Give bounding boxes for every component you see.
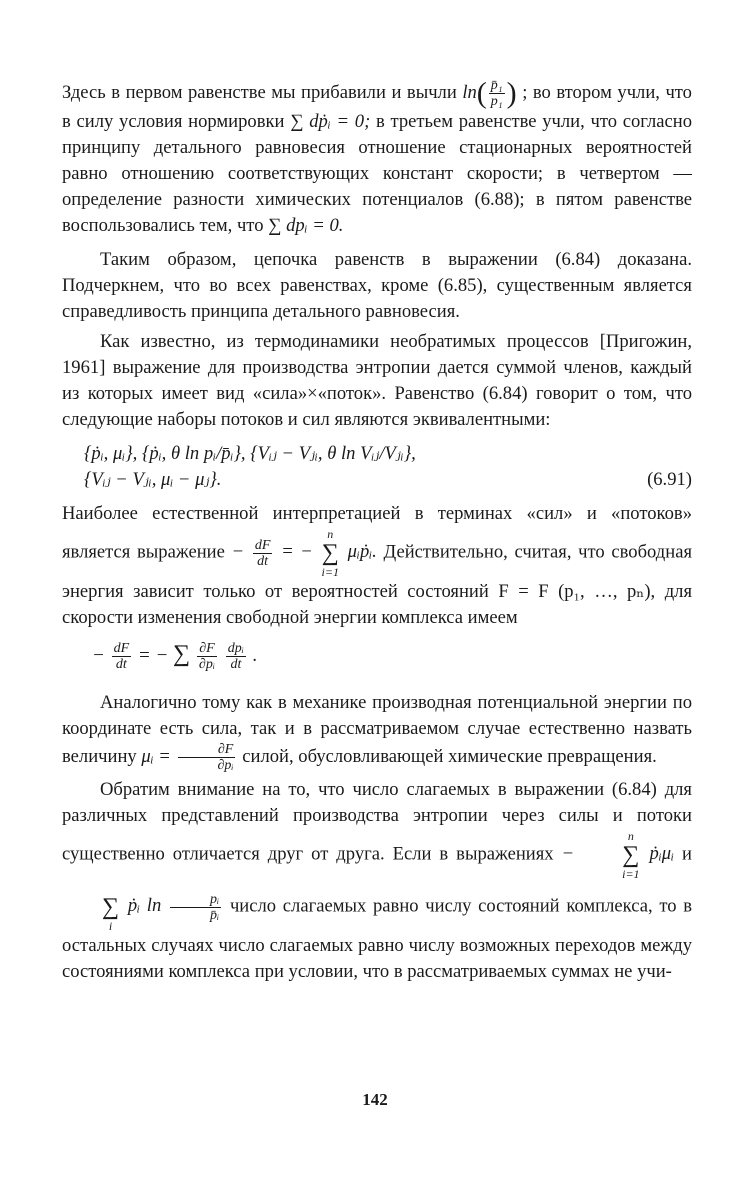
sum-expression-1: − n ∑ i=1 ṗᵢμᵢ <box>561 829 675 882</box>
paragraph-3: Как известно, из термодинамики необратимых процессов [Пригожин, 1961] выражение для производства энтропии дается суммой членов, каждый из которых имеет вид «сила»×«поток». Равенство (6.84) говорит о том, что следующие наборы потоков и сил являются эквивалентными: <box>62 331 692 430</box>
p5-text-b: силой, обусловливающей химические превращения. <box>242 745 657 767</box>
page-body <box>62 78 692 985</box>
equation-line-2: {Vᵢⱼ − Vⱼᵢ, μᵢ − μⱼ}. <box>84 469 222 490</box>
display-formula: − $\frac{dF}{dt}$ = − ∑ $\frac{\partial F}{\text{∂pᵢ}}$ $\frac{\text{dpᵢ}}{dt}$ . <box>92 641 258 673</box>
p4-text-b: Действительно, считая, что свободная энергия зависит только от вероятностей состояний F = F (p₁, …, pₙ), для скорости изменения свободной энергии комплекса имеем <box>62 541 693 628</box>
normalization-formula: ∑ dṗᵢ = 0; <box>290 111 371 132</box>
p1-text-c: в третьем равенстве учли, что согласно принципу детального равновесия отношение стационарных вероятностей равно отношению соответствующих констант скорости; в четвертом — определение разности химических потенциалов (6.88); в пятом равенстве воспользовались тем, что <box>62 111 692 236</box>
paragraph-4 <box>62 501 692 631</box>
paragraph-6 <box>62 777 692 985</box>
paragraph-2: Таким образом, цепочка равенств в выражении (6.84) доказана. Подчеркнем, что во всех равенствах, кроме (6.85), существенным является справедливость принципа детального равновесия. <box>62 249 692 322</box>
sum-formula: ∑ dpᵢ = 0. <box>268 215 344 236</box>
free-energy-rate-formula: − $\frac{dF}{dt}$ = − n ∑ i=1 μᵢṗᵢ. <box>231 527 377 579</box>
p6-and: и <box>682 843 692 865</box>
p6-text-b: число слагаемых равно числу состояний комплекса, то в остальных случаях число слагаемых равно числу возможных переходов между состояниями комплекса при условии, что в рассматриваемых суммах не учи- <box>62 895 692 983</box>
equation-line-1: {ṗᵢ, μᵢ}, {ṗᵢ, θ ln pᵢ/p̄ᵢ}, {Vᵢⱼ − Vⱼᵢ, θ ln Vᵢⱼ/Vⱼᵢ}, <box>84 443 416 464</box>
chemical-potential-formula: μᵢ = $\frac{\partial F}{\text{∂pᵢ}}$ <box>141 742 234 774</box>
p1-text-b: ; во втором учли, что в силу условия нормировки <box>62 81 692 132</box>
log-expression: ln( $\frac{\text{p̄₁}}{\text{p₁}}$ ) <box>462 76 517 110</box>
p1-text-a: Здесь в первом равенстве мы прибавили и вычли <box>62 81 457 103</box>
equation-6-91 <box>62 441 692 493</box>
p4-text-a: Наиболее естественной интерпретацией в терминах «сил» и «потоков» является выражение <box>62 503 692 563</box>
paragraph-1 <box>62 78 692 239</box>
sum-expression-2: ∑ i ṗᵢ ln $\frac{\text{pᵢ}}{\text{p̄ᵢ}}$ <box>102 891 220 934</box>
p6-text-a: Обратим внимание на то, что число слагаемых в выражении (6.84) для различных представлений производства энтропии через силы и потоки существенно отличается друг от друга. Если в выражениях <box>62 779 692 865</box>
p5-text-a: Аналогично тому как в механике производная потенциальной энергии по координате есть сила, так и в рассматриваемом случае естественно назвать величину <box>62 692 692 767</box>
page-number: 142 <box>362 1090 388 1109</box>
paragraph-5 <box>62 690 692 773</box>
equation-number: (6.91) <box>647 469 692 490</box>
